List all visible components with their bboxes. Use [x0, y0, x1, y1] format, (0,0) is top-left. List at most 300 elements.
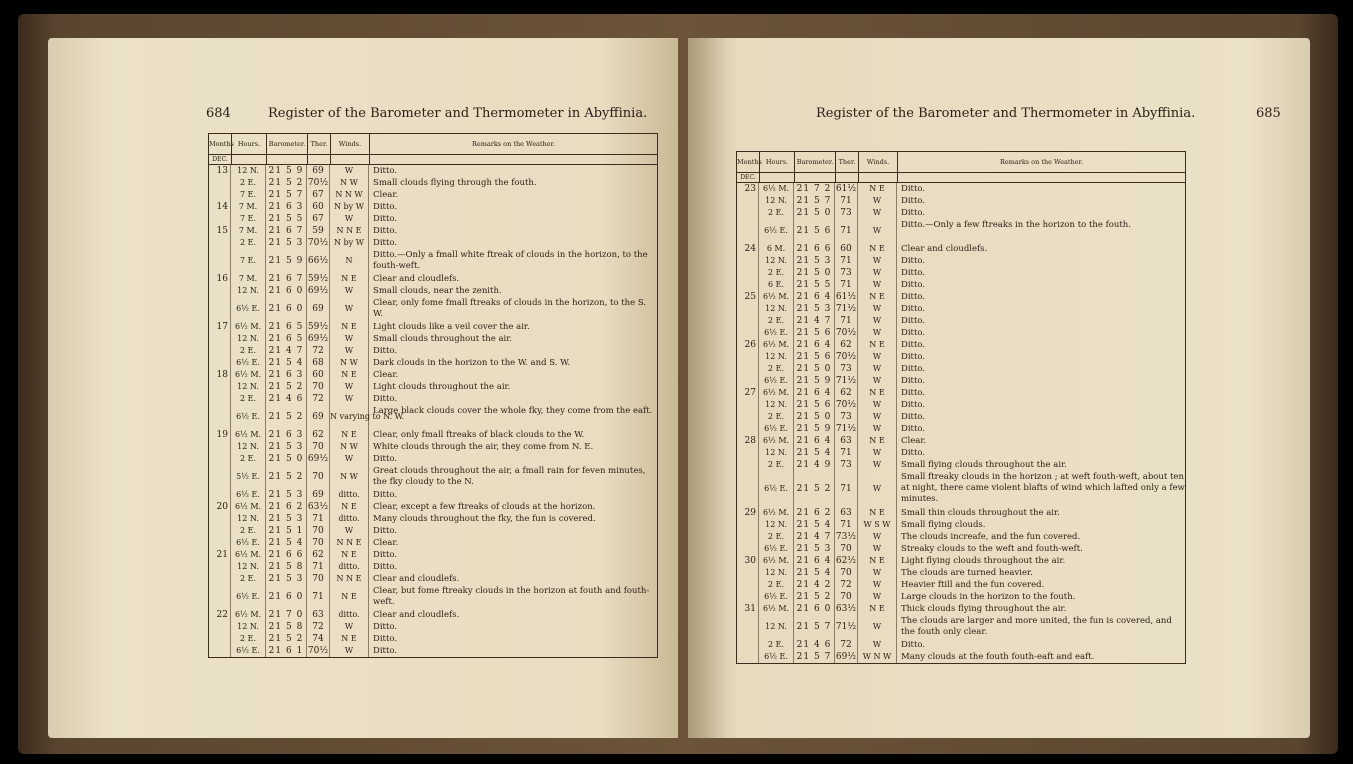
hour-cell: 12 N.	[759, 351, 794, 363]
barometer-cell: 21 5 0	[794, 411, 835, 423]
wind-cell: W	[330, 393, 369, 405]
remark-cell: Ditto.	[901, 292, 926, 302]
day-cell	[209, 345, 231, 357]
wind-cell: W	[858, 447, 897, 459]
barometer-cell: 21 6 7	[266, 225, 307, 237]
rows-right	[737, 183, 1185, 663]
remark-cell: Ditto.	[901, 328, 926, 338]
remark-cell: Ditto.	[373, 214, 398, 224]
thermometer-cell: 71½	[835, 424, 857, 434]
remark-cell: Ditto.	[901, 208, 926, 218]
table-row	[737, 363, 1185, 375]
remark-cell: Clear and cloudlefs.	[373, 574, 460, 584]
table-row	[209, 609, 657, 621]
remark-cell: Ditto.	[373, 394, 398, 404]
table-row	[737, 519, 1185, 531]
remark-cell: Great clouds throughout the air, a fmall rain for feven minutes, the fky cloudy to the N.	[373, 466, 646, 487]
remark-cell: Ditto.	[373, 562, 398, 572]
hour-cell: 12 N.	[231, 513, 266, 525]
month-label: DEC.	[737, 173, 760, 182]
remark-cell: Clear, only fmall ftreaks of black clouds to the W.	[373, 430, 585, 440]
remark-cell: Clear and cloudlefs.	[373, 610, 460, 620]
barometer-cell: 21 6 3	[266, 201, 307, 213]
remark-cell: Ditto.	[901, 340, 926, 350]
table-row	[209, 645, 657, 657]
page-number-left: 684	[206, 106, 231, 121]
weather-table-left	[208, 133, 658, 658]
thermometer-cell: 71	[835, 279, 858, 291]
barometer-cell: 21 5 0	[266, 453, 307, 465]
col-remarks: Remarks on the Weather.	[999, 158, 1084, 166]
day-cell	[209, 525, 231, 537]
day-cell	[737, 315, 759, 327]
thermometer-cell: 59½	[307, 274, 329, 284]
remark-cell: Ditto.	[373, 526, 398, 536]
wind-cell: W	[330, 381, 369, 393]
wind-cell: W	[330, 525, 369, 537]
wind-cell: W	[330, 285, 369, 297]
day-cell	[209, 381, 231, 393]
day-cell: 28	[737, 435, 759, 447]
day-cell	[737, 459, 759, 471]
thermometer-cell: 71	[307, 561, 330, 573]
day-cell	[737, 639, 759, 651]
barometer-cell: 21 5 2	[266, 405, 307, 429]
table-row	[737, 195, 1185, 207]
wind-cell: N E	[330, 549, 369, 561]
barometer-cell: 21 6 2	[794, 507, 835, 519]
barometer-cell: 21 5 6	[794, 351, 835, 363]
day-cell	[737, 399, 759, 411]
wind-cell: N E	[330, 429, 369, 441]
table-row	[209, 321, 657, 333]
day-cell: 15	[209, 225, 231, 237]
wind-cell: N by W	[330, 237, 369, 249]
thermometer-cell: 71½	[835, 615, 858, 639]
table-row	[209, 369, 657, 381]
day-cell: 21	[209, 549, 231, 561]
thermometer-cell: 69	[307, 489, 330, 501]
wind-cell: N varying to N. W.	[330, 405, 369, 429]
table-row	[209, 345, 657, 357]
remark-cell: Many clouds at the fouth fouth-eaft and eaft.	[901, 652, 1095, 662]
wind-cell: N E	[858, 387, 897, 399]
hour-cell: 6½ E.	[231, 537, 266, 549]
hour-cell: 6½ M.	[759, 507, 794, 519]
running-title-left: Register of the Barometer and Thermometer in Abyffinia.	[268, 106, 648, 121]
remark-cell: Ditto.	[901, 424, 926, 434]
thermometer-cell: 70½	[307, 178, 329, 188]
wind-cell: W	[858, 279, 897, 291]
hour-cell: 6½ E.	[759, 591, 794, 603]
barometer-cell: 21 5 5	[266, 213, 307, 225]
col-months: Months	[209, 134, 232, 154]
thermometer-cell: 71½	[835, 376, 857, 386]
barometer-cell: 21 5 7	[794, 615, 835, 639]
thermometer-cell: 69½	[307, 286, 329, 296]
day-cell	[209, 489, 231, 501]
remark-cell: Large clouds in the horizon to the fouth.	[901, 592, 1076, 602]
remark-cell: Ditto.	[373, 550, 398, 560]
barometer-cell: 21 5 3	[266, 489, 307, 501]
thermometer-cell: 71	[835, 519, 858, 531]
barometer-cell: 21 5 4	[266, 537, 307, 549]
barometer-cell: 21 5 4	[794, 447, 835, 459]
day-cell	[209, 441, 231, 453]
wind-cell: N E	[858, 339, 897, 351]
hour-cell: 6½ E.	[231, 645, 266, 657]
table-row	[737, 591, 1185, 603]
wind-cell: W	[858, 399, 897, 411]
table-row	[209, 165, 657, 177]
barometer-cell: 21 6 1	[266, 645, 307, 657]
thermometer-cell: 71	[835, 219, 858, 243]
hour-cell: 12 N.	[759, 519, 794, 531]
thermometer-cell: 71	[835, 471, 858, 507]
table-row	[737, 375, 1185, 387]
thermometer-cell: 72	[835, 639, 858, 651]
month-row-right	[737, 173, 1185, 183]
table-row	[209, 405, 657, 429]
remark-cell: Ditto.	[373, 202, 398, 212]
wind-cell: N W	[330, 357, 369, 369]
remark-cell: Clear.	[373, 538, 399, 548]
day-cell	[209, 561, 231, 573]
barometer-cell: 21 6 2	[266, 501, 307, 513]
hour-cell: 2 E.	[759, 579, 794, 591]
col-remarks: Remarks on the Weather.	[471, 140, 556, 148]
wind-cell: W	[858, 567, 897, 579]
barometer-cell: 21 6 7	[266, 273, 307, 285]
thermometer-cell: 63	[835, 435, 858, 447]
table-row	[737, 267, 1185, 279]
day-cell	[209, 513, 231, 525]
hour-cell: 6½ E.	[759, 327, 794, 339]
thermometer-cell: 71	[835, 255, 858, 267]
hour-cell: 2 E.	[231, 345, 266, 357]
thermometer-cell: 70½	[835, 400, 857, 410]
thermometer-cell: 66½	[307, 249, 330, 273]
hour-cell: 12 N.	[231, 165, 266, 177]
remark-cell: The clouds increafe, and the fun covered.	[901, 532, 1081, 542]
wind-cell: W	[858, 591, 897, 603]
hour-cell: 12 N.	[759, 303, 794, 315]
wind-cell: N N W	[330, 189, 369, 201]
wind-cell: W	[330, 453, 369, 465]
remark-cell: Ditto.	[901, 280, 926, 290]
barometer-cell: 21 5 6	[794, 327, 835, 339]
table-row	[737, 207, 1185, 219]
hour-cell: 6 M.	[759, 243, 794, 255]
remark-cell: Light clouds throughout the air.	[373, 382, 511, 392]
remark-cell: Small thin clouds throughout the air.	[901, 508, 1060, 518]
barometer-cell: 21 5 2	[794, 471, 835, 507]
remark-cell: Ditto.	[373, 622, 398, 632]
remark-cell: Clear, but fome ftreaky clouds in the horizon at fouth and fouth-weft.	[373, 586, 650, 607]
hour-cell: 6½ E.	[231, 489, 266, 501]
day-cell	[737, 375, 759, 387]
day-cell: 19	[209, 429, 231, 441]
thermometer-cell: 63	[307, 609, 330, 621]
thermometer-cell: 62	[307, 549, 330, 561]
remark-cell: Light clouds like a veil cover the air.	[373, 322, 530, 332]
day-cell	[209, 573, 231, 585]
hour-cell: 7 M.	[231, 273, 266, 285]
table-row	[737, 279, 1185, 291]
table-row	[209, 357, 657, 369]
day-cell	[209, 177, 231, 189]
table-row	[737, 315, 1185, 327]
day-cell	[737, 279, 759, 291]
day-cell	[209, 333, 231, 345]
day-cell	[737, 327, 759, 339]
thermometer-cell: 72	[307, 621, 330, 633]
table-row	[209, 393, 657, 405]
hour-cell: 6½ M.	[231, 501, 266, 513]
table-row	[737, 603, 1185, 615]
barometer-cell: 21 7 0	[266, 609, 307, 621]
remark-cell: The clouds are turned heavier.	[901, 568, 1033, 578]
weather-table-right	[736, 151, 1186, 664]
day-cell: 14	[209, 201, 231, 213]
day-cell	[737, 351, 759, 363]
barometer-cell: 21 5 9	[794, 423, 835, 435]
barometer-cell: 21 5 7	[794, 195, 835, 207]
rows-left	[209, 165, 657, 657]
hour-cell: 2 E.	[231, 525, 266, 537]
barometer-cell: 21 5 0	[794, 363, 835, 375]
wind-cell: W	[330, 165, 369, 177]
wind-cell: N E	[858, 555, 897, 567]
remark-cell: Ditto.	[901, 448, 926, 458]
hour-cell: 12 N.	[759, 447, 794, 459]
table-row	[209, 513, 657, 525]
barometer-cell: 21 5 4	[794, 567, 835, 579]
thermometer-cell: 70	[307, 381, 330, 393]
wind-cell: N E	[330, 369, 369, 381]
thermometer-cell: 69	[307, 405, 330, 429]
barometer-cell: 21 7 2	[794, 183, 835, 195]
hour-cell: 6½ E.	[759, 219, 794, 243]
day-cell	[737, 195, 759, 207]
wind-cell: W	[858, 195, 897, 207]
wind-cell: W	[330, 213, 369, 225]
thermometer-cell: 63½	[835, 604, 857, 614]
table-row	[209, 489, 657, 501]
table-header-left	[209, 134, 657, 155]
barometer-cell: 21 6 5	[266, 321, 307, 333]
col-ther: Ther.	[308, 134, 331, 154]
barometer-cell: 21 5 3	[266, 513, 307, 525]
remark-cell: White clouds through the air, they come from N. E.	[373, 442, 594, 452]
thermometer-cell: 74	[307, 633, 330, 645]
table-row	[209, 501, 657, 513]
remark-cell: Ditto.	[901, 400, 926, 410]
day-cell	[209, 237, 231, 249]
wind-cell: N E	[858, 435, 897, 447]
col-barometer: Barometer.	[267, 134, 308, 154]
thermometer-cell: 70	[835, 567, 858, 579]
day-cell	[209, 213, 231, 225]
wind-cell: W	[330, 345, 369, 357]
remark-cell: Clear, only fome fmall ftreaks of clouds in the horizon, to the S. W.	[373, 298, 647, 319]
day-cell	[209, 357, 231, 369]
table-row	[209, 429, 657, 441]
barometer-cell: 21 5 3	[266, 573, 307, 585]
remark-cell: Small clouds throughout the air.	[373, 334, 513, 344]
hour-cell: 2 E.	[231, 237, 266, 249]
wind-cell: N E	[330, 585, 369, 609]
col-hours: Hours.	[760, 152, 795, 172]
wind-cell: W	[858, 543, 897, 555]
thermometer-cell: 71	[835, 315, 858, 327]
table-row	[209, 573, 657, 585]
day-cell: 18	[209, 369, 231, 381]
remark-cell: Ditto.	[901, 376, 926, 386]
table-row	[209, 549, 657, 561]
hour-cell: 6½ M.	[759, 183, 794, 195]
hour-cell: 6½ M.	[231, 321, 266, 333]
barometer-cell: 21 6 3	[266, 429, 307, 441]
thermometer-cell: 69	[307, 165, 330, 177]
remark-cell: Ditto.—Only a fmall white ftreak of clouds in the horizon, to the fouth-weft.	[373, 250, 648, 271]
barometer-cell: 21 6 0	[266, 297, 307, 321]
wind-cell: ditto.	[330, 513, 369, 525]
day-cell	[737, 579, 759, 591]
day-cell: 20	[209, 501, 231, 513]
thermometer-cell: 72	[307, 345, 330, 357]
hour-cell: 6½ M.	[759, 603, 794, 615]
hour-cell: 6½ M.	[759, 339, 794, 351]
day-cell	[209, 249, 231, 273]
barometer-cell: 21 4 7	[794, 531, 835, 543]
hour-cell: 7 E.	[231, 213, 266, 225]
hour-cell: 6½ M.	[231, 429, 266, 441]
thermometer-cell: 70	[307, 525, 330, 537]
hour-cell: 2 E.	[231, 177, 266, 189]
wind-cell: W	[858, 327, 897, 339]
thermometer-cell: 62½	[835, 556, 857, 566]
thermometer-cell: 70½	[307, 238, 329, 248]
day-cell	[209, 453, 231, 465]
wind-cell: W	[330, 645, 369, 657]
remark-cell: Ditto.	[901, 268, 926, 278]
remark-cell: Ditto.	[373, 346, 398, 356]
barometer-cell: 21 6 5	[266, 333, 307, 345]
remark-cell: Ditto.	[373, 646, 398, 656]
barometer-cell: 21 5 4	[266, 357, 307, 369]
hour-cell: 6½ E.	[759, 471, 794, 507]
thermometer-cell: 70	[835, 543, 858, 555]
remark-cell: Large black clouds cover the whole fky, they come from the eaft.	[373, 406, 653, 416]
thermometer-cell: 69½	[307, 334, 329, 344]
wind-cell: W	[330, 621, 369, 633]
table-row	[737, 651, 1185, 663]
table-row	[209, 189, 657, 201]
thermometer-cell: 60	[307, 201, 330, 213]
table-row	[209, 333, 657, 345]
barometer-cell: 21 6 4	[794, 339, 835, 351]
col-barometer: Barometer.	[795, 152, 836, 172]
wind-cell: W	[858, 423, 897, 435]
barometer-cell: 21 4 6	[794, 639, 835, 651]
table-row	[737, 399, 1185, 411]
wind-cell: W	[858, 471, 897, 507]
wind-cell: N W	[330, 465, 369, 489]
day-cell: 17	[209, 321, 231, 333]
wind-cell: W	[858, 363, 897, 375]
hour-cell: 12 N.	[231, 441, 266, 453]
day-cell	[737, 447, 759, 459]
wind-cell: W	[858, 411, 897, 423]
day-cell	[209, 285, 231, 297]
wind-cell: N E	[330, 273, 369, 285]
day-cell	[737, 255, 759, 267]
barometer-cell: 21 5 0	[794, 207, 835, 219]
month-row-left	[209, 155, 657, 165]
barometer-cell: 21 6 3	[266, 369, 307, 381]
wind-cell: W S W	[858, 519, 897, 531]
wind-cell: N N E	[330, 573, 369, 585]
col-hours: Hours.	[232, 134, 267, 154]
table-row	[209, 249, 657, 273]
day-cell: 22	[209, 609, 231, 621]
day-cell	[737, 219, 759, 243]
day-cell	[737, 363, 759, 375]
hour-cell: 7 E.	[231, 189, 266, 201]
barometer-cell: 21 6 0	[266, 585, 307, 609]
barometer-cell: 21 5 2	[266, 465, 307, 489]
remark-cell: Ditto.	[901, 352, 926, 362]
table-row	[737, 615, 1185, 639]
hour-cell: 6½ E.	[759, 543, 794, 555]
wind-cell: W	[858, 639, 897, 651]
day-cell: 27	[737, 387, 759, 399]
wind-cell: N E	[330, 321, 369, 333]
day-cell	[209, 633, 231, 645]
hour-cell: 6½ M.	[231, 369, 266, 381]
table-row	[209, 201, 657, 213]
thermometer-cell: 73	[835, 411, 858, 423]
day-cell	[737, 423, 759, 435]
table-row	[209, 621, 657, 633]
thermometer-cell: 73	[835, 363, 858, 375]
thermometer-cell: 59½	[307, 322, 329, 332]
hour-cell: 12 N.	[759, 255, 794, 267]
barometer-cell: 21 5 2	[266, 381, 307, 393]
thermometer-cell: 59	[307, 225, 330, 237]
remark-cell: Clear and cloudlefs.	[373, 274, 460, 284]
barometer-cell: 21 4 9	[794, 459, 835, 471]
thermometer-cell: 69½	[307, 454, 329, 464]
barometer-cell: 21 5 0	[794, 267, 835, 279]
day-cell: 30	[737, 555, 759, 567]
day-cell	[737, 543, 759, 555]
hour-cell: 12 N.	[759, 399, 794, 411]
barometer-cell: 21 5 6	[794, 219, 835, 243]
day-cell: 23	[737, 183, 759, 195]
barometer-cell: 21 5 3	[794, 303, 835, 315]
hour-cell: 2 E.	[231, 393, 266, 405]
remark-cell: Ditto.	[373, 634, 398, 644]
hour-cell: 5½ E.	[231, 465, 266, 489]
day-cell	[737, 651, 759, 663]
thermometer-cell: 60	[835, 243, 858, 255]
table-row	[209, 537, 657, 549]
thermometer-cell: 70½	[835, 352, 857, 362]
table-row	[209, 525, 657, 537]
table-row	[209, 585, 657, 609]
